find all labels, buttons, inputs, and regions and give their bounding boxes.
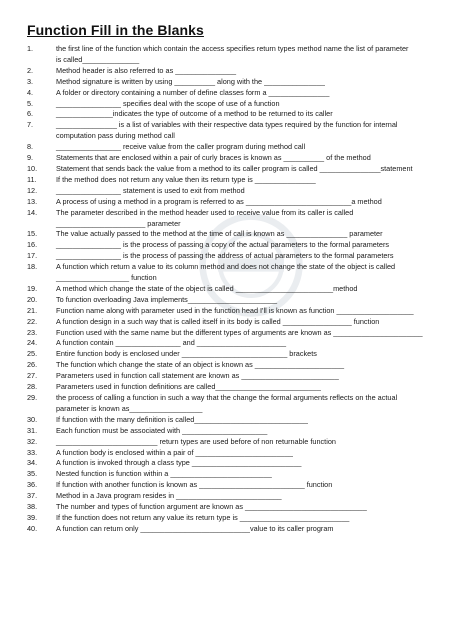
question-item [27, 469, 457, 480]
question-number: 5. [27, 98, 34, 108]
question-number: 26. [27, 360, 38, 370]
question-number: 36. [27, 480, 38, 490]
question-text: Statements that are enclosed within a pair of curly braces is known as __________ of the method [56, 153, 371, 163]
question-text: Each function must be associated with _____________________ [56, 425, 268, 435]
question-item [27, 513, 457, 524]
question-item [27, 88, 457, 99]
question-text: A function body is enclosed within a pair of ________________________ [56, 447, 293, 457]
question-item [27, 306, 457, 317]
question-item [27, 109, 457, 120]
question-text: If function with another function is known as __________________________ function [56, 480, 333, 490]
question-number: 9. [27, 153, 34, 163]
question-item [27, 480, 457, 491]
question-item [27, 317, 457, 328]
question-text: A function design in a such way that is called itself in its body is called _________________ function [56, 316, 380, 326]
question-item [27, 448, 457, 459]
question-item [27, 458, 457, 469]
question-number: 34. [27, 458, 38, 468]
question-text: ________________ is the process of passing a copy of the actual parameters to the formal parameters [56, 240, 390, 250]
question-text: A function can return only ___________________________value to its caller program [56, 523, 334, 533]
question-text: The number and types of function argument are known as ______________________________ [56, 502, 367, 512]
question-text: If the method does not return any value then its return type is _______________ [56, 174, 316, 184]
question-number: 6. [27, 109, 34, 119]
question-item [27, 208, 457, 230]
question-list [27, 44, 457, 535]
question-number: 1. [27, 44, 34, 53]
question-number: 40. [27, 523, 38, 533]
question-text: If the function does not return any value its return type is ___________________________ [56, 512, 350, 522]
question-number: 32. [27, 436, 38, 446]
question-number: 27. [27, 371, 38, 381]
question-text: The parameter described in the method header used to receive value from its caller is called ______________________ parameter [56, 207, 354, 228]
question-number: 16. [27, 240, 38, 250]
question-item [27, 524, 457, 535]
question-item [27, 142, 457, 153]
question-number: 23. [27, 327, 38, 337]
question-number: 24. [27, 338, 38, 348]
question-number: 38. [27, 502, 38, 512]
question-text: ________________ specifies deal with the scope of use of a function [56, 98, 280, 108]
question-text: A method which change the state of the object is called ________________________method [56, 283, 358, 293]
question-text: The function which change the state of an object is known as ______________________ [56, 360, 345, 370]
question-number: 30. [27, 414, 38, 424]
question-text: the first line of the function which contain the access specifies return types method name the list of parameter is called______________ [56, 44, 409, 64]
question-text: Nested function is function within a _________________________ [56, 469, 272, 479]
question-item [27, 251, 457, 262]
question-item [27, 77, 457, 88]
question-number: 28. [27, 382, 38, 392]
question-item [27, 262, 457, 284]
question-item [27, 229, 457, 240]
question-number: 14. [27, 207, 38, 217]
question-item [27, 371, 457, 382]
question-text: ________________ is the process of passing the address of actual parameters to the formal parameters [56, 251, 394, 261]
question-text: Method in a Java program resides in __________________________ [56, 491, 282, 501]
question-item [27, 491, 457, 502]
question-number: 3. [27, 76, 34, 86]
question-item [27, 393, 457, 415]
question-number: 33. [27, 447, 38, 457]
question-item [27, 284, 457, 295]
question-item [27, 120, 457, 142]
question-item [27, 437, 457, 448]
question-item [27, 66, 457, 77]
question-number: 20. [27, 294, 38, 304]
question-text: Parameters used in function definitions are called__________________________ [56, 382, 321, 392]
question-text: A process of using a method in a program is referred to as __________________________a method [56, 196, 382, 206]
question-item [27, 197, 457, 208]
question-number: 10. [27, 163, 38, 173]
question-item [27, 295, 457, 306]
question-item [27, 186, 457, 197]
question-number: 29. [27, 393, 38, 402]
question-item [27, 382, 457, 393]
question-text: ______________indicates the type of outcome of a method to be returned to its caller [56, 109, 333, 119]
question-item [27, 338, 457, 349]
question-number: 39. [27, 512, 38, 522]
question-number: 19. [27, 283, 38, 293]
question-number: 22. [27, 316, 38, 326]
question-number: 4. [27, 87, 34, 97]
question-item [27, 99, 457, 110]
question-item [27, 44, 457, 66]
question-item [27, 240, 457, 251]
question-item [27, 164, 457, 175]
question-text: Method signature is written by using __________ along with the _______________ [56, 76, 325, 86]
question-text: The value actually passed to the method at the time of call is known as _______________ parameter [56, 229, 383, 239]
question-item [27, 349, 457, 360]
question-item [27, 175, 457, 186]
question-item [27, 415, 457, 426]
question-text: _________________________ return types are used before of non returnable function [56, 436, 336, 446]
question-text: ________________ statement is used to exit from method [56, 185, 245, 195]
question-text: Statement that sends back the value from a method to its caller program is called _______________statement [56, 163, 413, 173]
question-number: 21. [27, 305, 38, 315]
page-title: Function Fill in the Blanks [27, 22, 204, 38]
question-number: 25. [27, 349, 38, 359]
question-text: the process of calling a function in such a way that the change the formal arguments reflects on the actual parameter is known as__________________ [56, 393, 398, 413]
question-number: 35. [27, 469, 38, 479]
question-text: If function with the many definition is called____________________________ [56, 414, 308, 424]
question-text: ________________ receive value from the caller program during method call [56, 142, 306, 152]
question-number: 8. [27, 142, 34, 152]
question-text: To function overloading Java implements______________________ [56, 294, 278, 304]
question-text: A function is invoked through a class type ___________________________ [56, 458, 302, 468]
question-text: A folder or directory containing a number of define classes form a _______________ [56, 87, 330, 97]
question-text: Function used with the same name but the different types of arguments are known as ______________________ [56, 327, 423, 337]
question-number: 12. [27, 185, 38, 195]
question-number: 13. [27, 196, 38, 206]
question-item [27, 360, 457, 371]
question-item [27, 328, 457, 339]
question-number: 31. [27, 425, 38, 435]
question-item [27, 426, 457, 437]
question-number: 37. [27, 491, 38, 501]
question-text: Function name along with parameter used in the function head I'll is known as function ___________________ [56, 305, 414, 315]
question-text: A function contain ________________ and ______________________ [56, 338, 287, 348]
question-text: _______________ is a list of variables with their respective data types required by the function for internal computation pass during method call [56, 120, 398, 141]
question-text: Entire function body is enclosed under __________________________ brackets [56, 349, 317, 359]
question-number: 7. [27, 120, 34, 130]
question-text: A function which return a value to its column method and does not change the state of the object is called __________________ function [56, 262, 396, 283]
question-number: 11. [27, 174, 37, 184]
question-text: Parameters used in function call statement are known as ________________________ [56, 371, 339, 381]
question-item [27, 502, 457, 513]
question-number: 15. [27, 229, 38, 239]
question-number: 2. [27, 65, 34, 75]
question-item [27, 153, 457, 164]
question-text: Method header is also referred to as _______________ [56, 65, 237, 75]
question-number: 17. [27, 251, 38, 261]
question-number: 18. [27, 262, 38, 272]
